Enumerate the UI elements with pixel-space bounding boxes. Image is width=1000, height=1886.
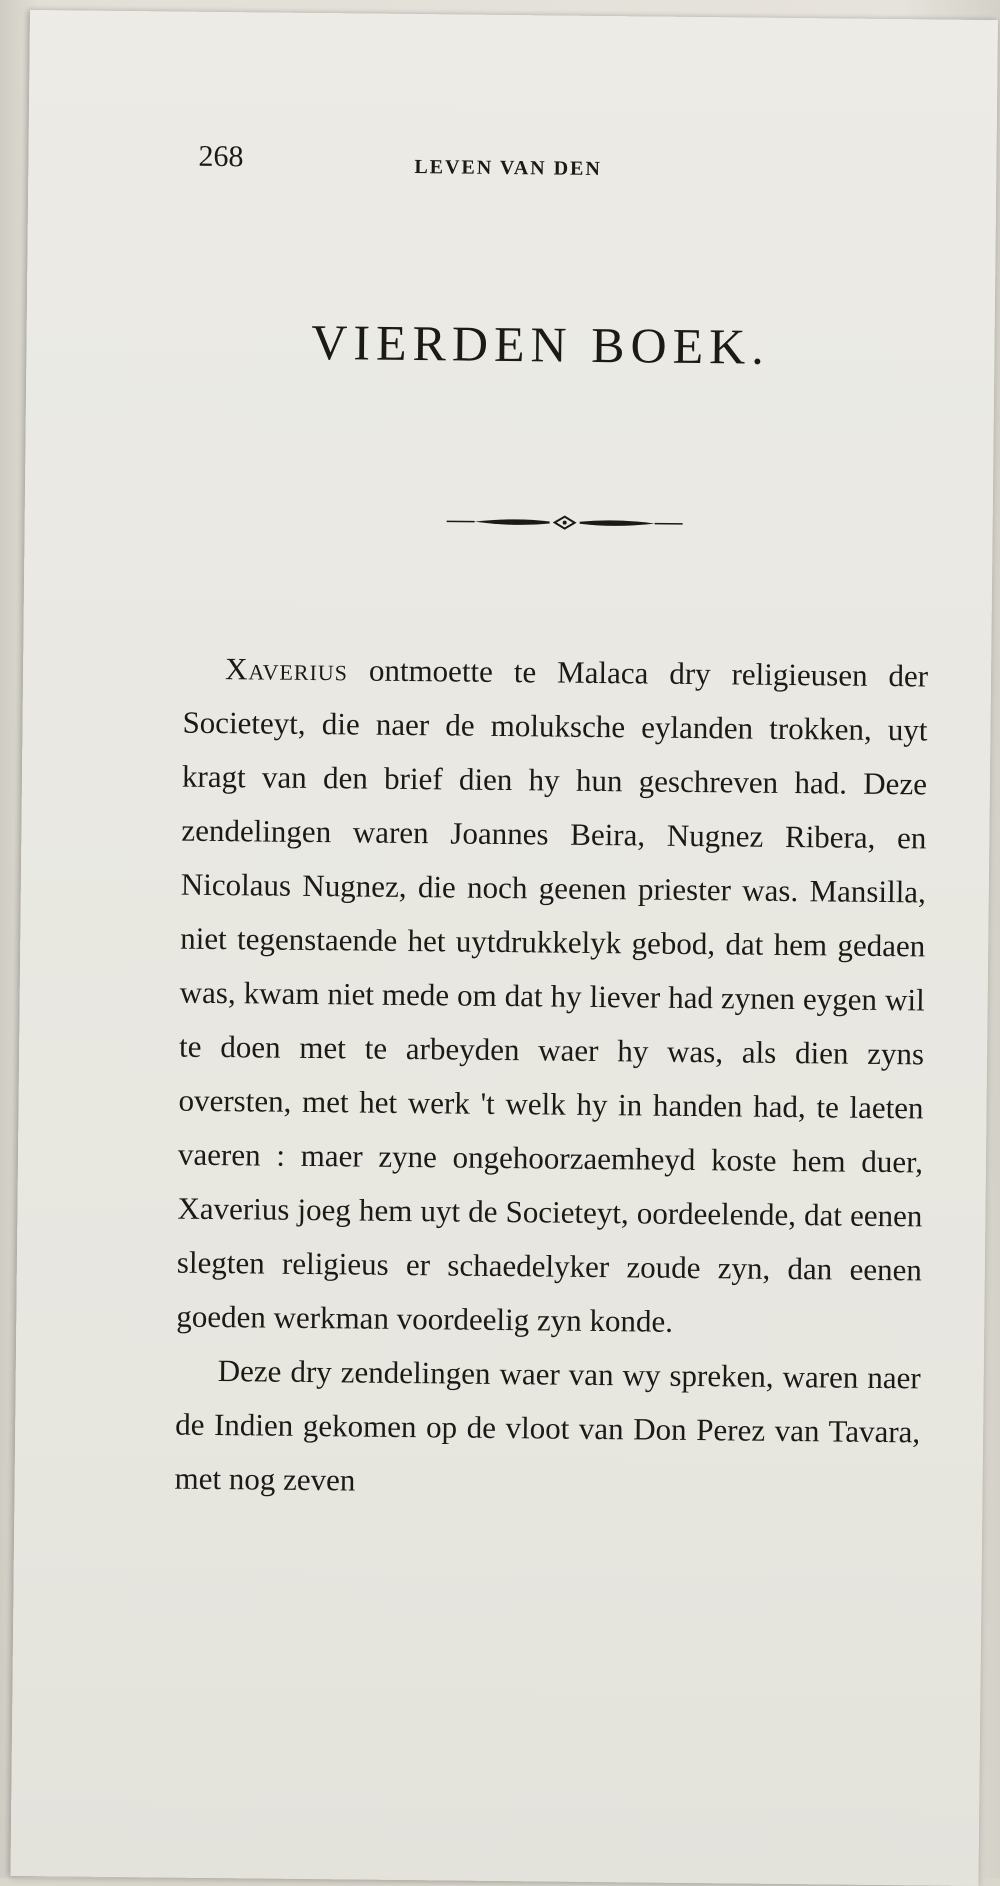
page-number: 268 bbox=[198, 140, 243, 174]
body-text bbox=[174, 642, 928, 1514]
running-head bbox=[198, 140, 918, 188]
running-title: LEVEN VAN DEN bbox=[414, 156, 602, 181]
chapter-title: VIERDEN BOEK. bbox=[26, 310, 995, 378]
paragraph-2: Deze dry zendelingen waer van wy spreken, waren naer de Indien gekomen op de vloot van Don Perez van Tavara, met nog zeven bbox=[174, 1344, 921, 1514]
paragraph-lead-word: Xaverius bbox=[225, 651, 348, 687]
paragraph-1-text: ontmoette te Malaca dry religieusen der Societeyt, die naer de moluksche eylanden trokken, uyt kragt van den brief dien hy hun geschreven had. Deze zendelingen waren Joannes Beira, Nugnez Ribera, en Nicolaus Nugnez, die noch geenen priester was. Mansilla, niet tegenstaende het uytdrukkelyk gebod, dat hem gedaen was, kwam niet mede om dat hy liever had zynen eygen wil te doen met te arbeyden waer hy was, als dien zyns oversten, met het werk 't welk hy in handen had, te laeten vaeren : maer zyne ongehoorzaemheyd koste hem duer, Xaverius joeg hem uyt de Societeyt, oordeelende, dat eenen slegten religieus er schaedelyker zoude zyn, dan eenen goeden werkman voordeelig zyn konde. bbox=[176, 653, 928, 1339]
ornamental-rule-icon bbox=[445, 509, 685, 536]
paragraph-1 bbox=[176, 642, 928, 1352]
book-page bbox=[10, 10, 997, 1886]
